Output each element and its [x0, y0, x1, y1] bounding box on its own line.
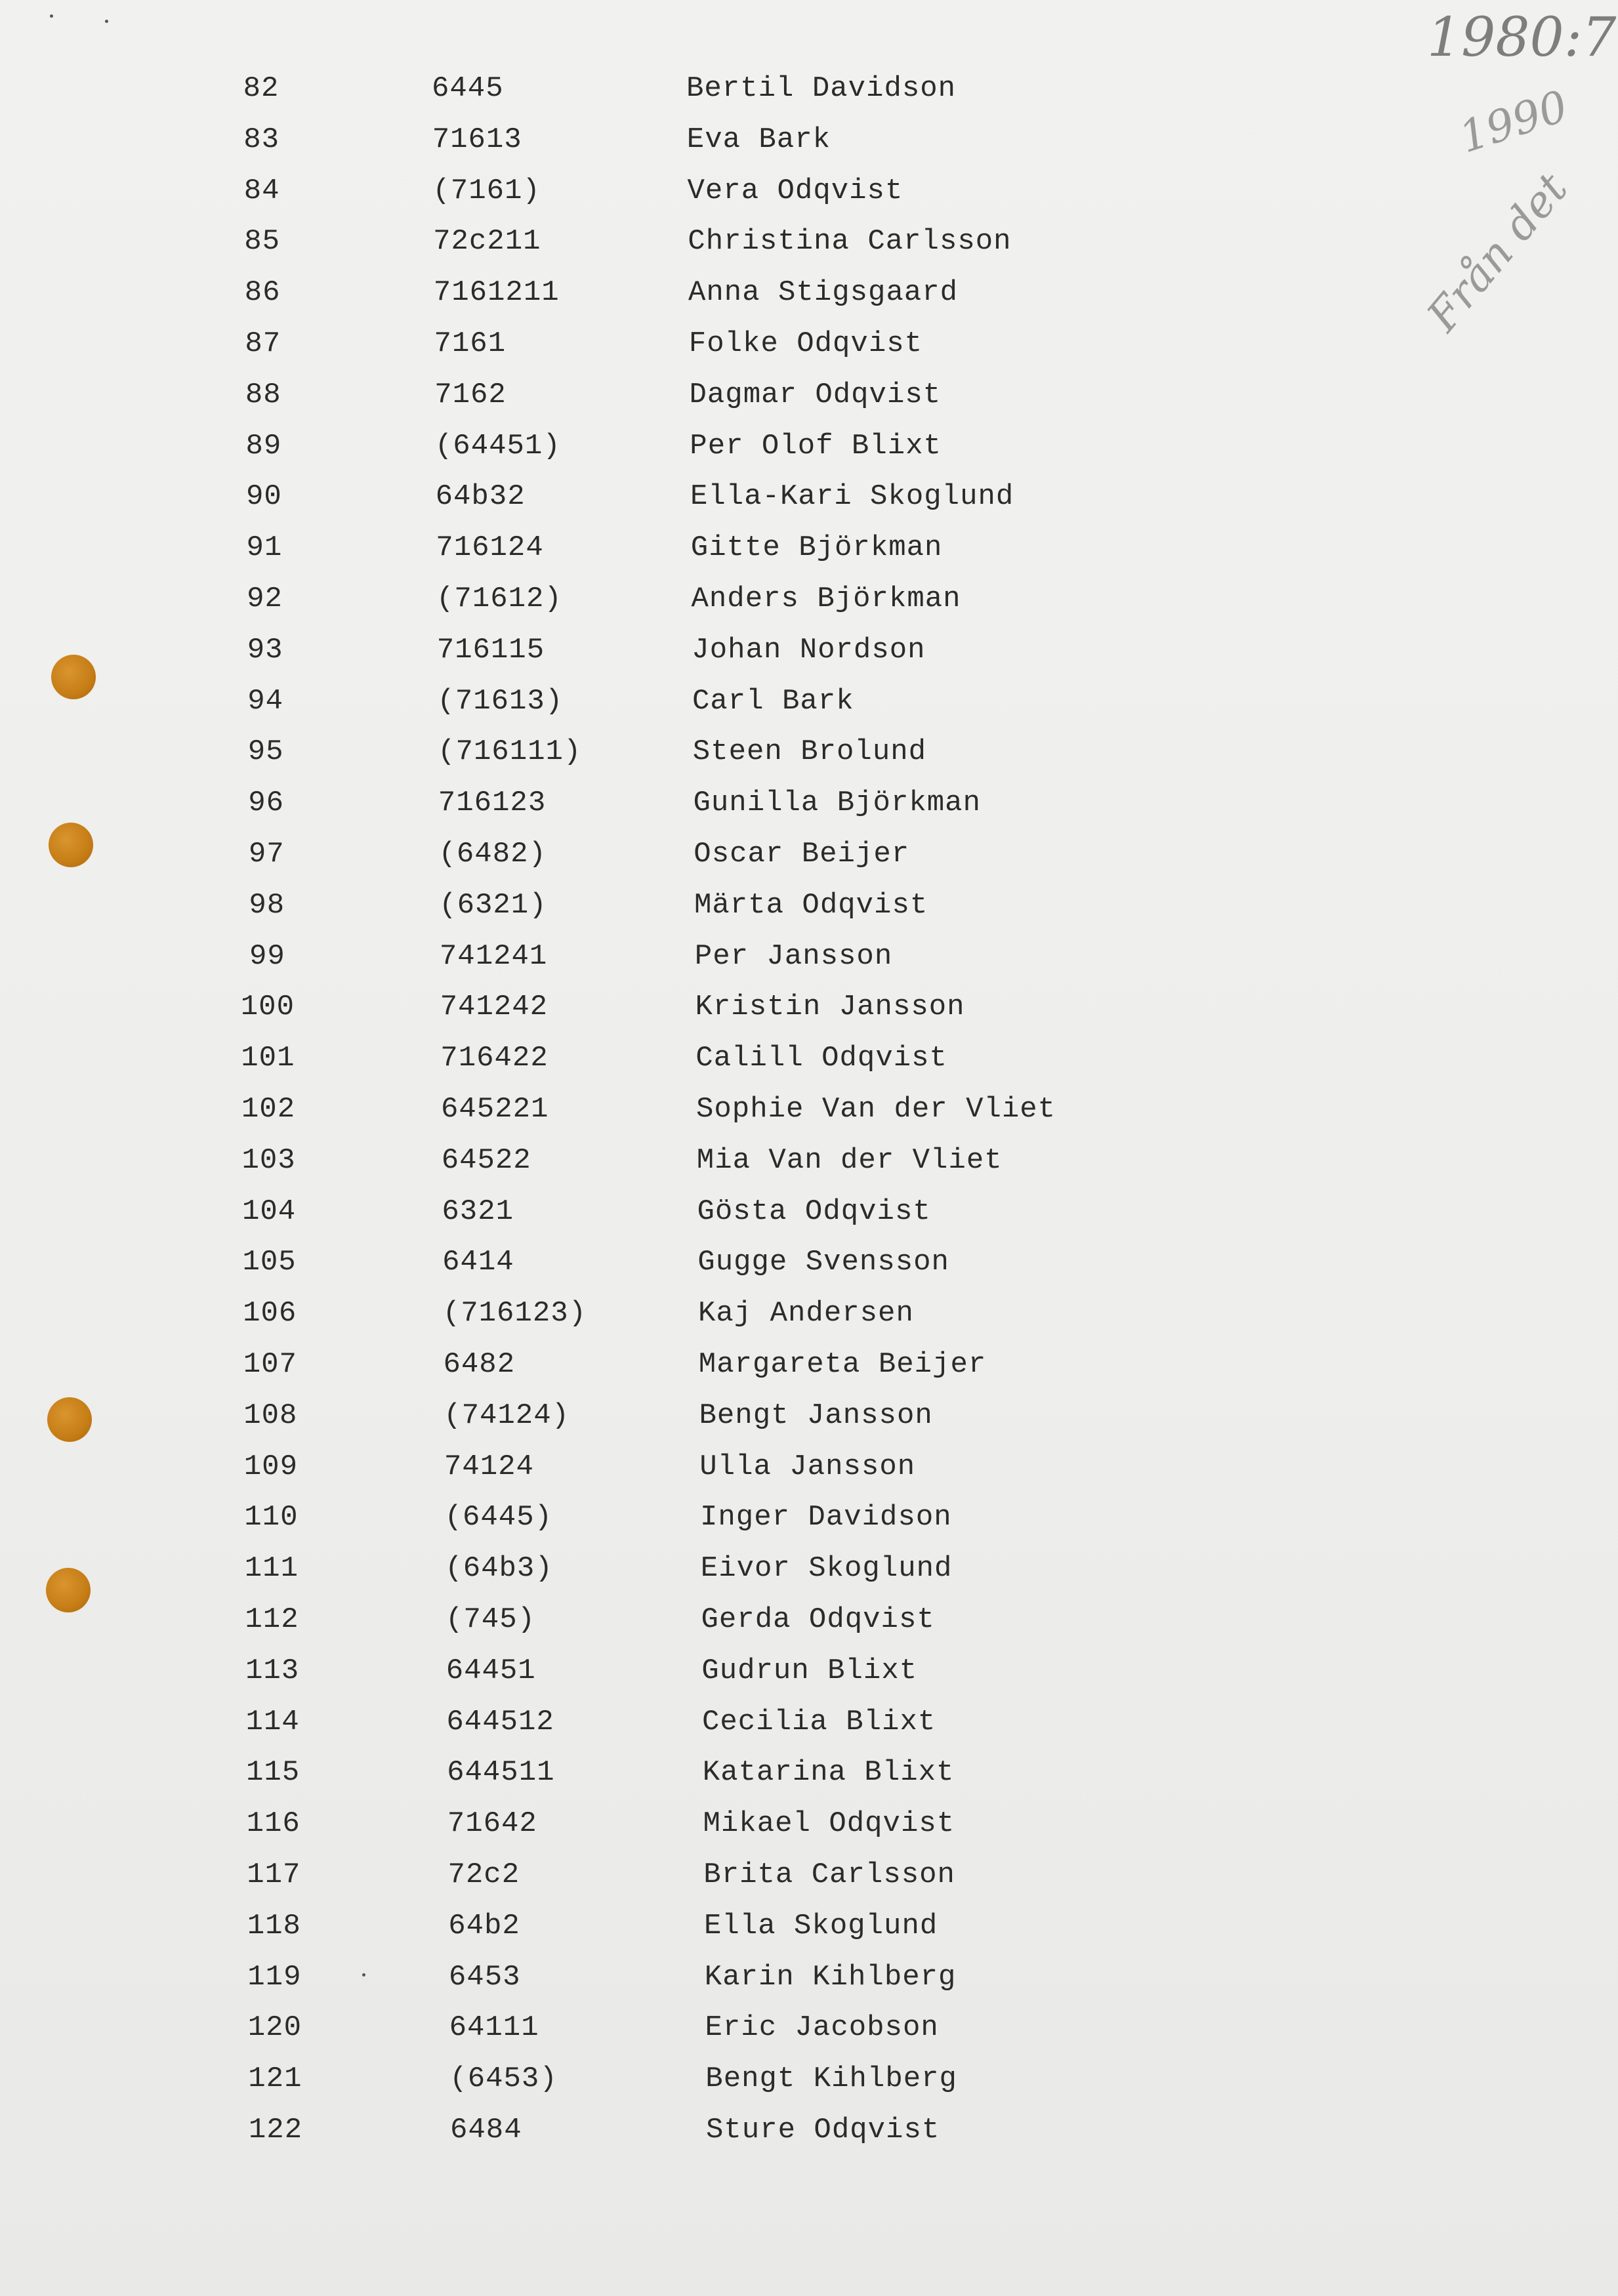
- table-row: [0, 1138, 1618, 1183]
- entry-number: 121: [248, 2062, 302, 2096]
- entry-code: (6482): [438, 838, 547, 871]
- entry-code: 716124: [436, 531, 544, 565]
- entry-name: Ulla Jansson: [699, 1450, 916, 1483]
- entry-number: 102: [241, 1093, 296, 1126]
- entry-code: (64b3): [445, 1552, 553, 1586]
- entry-number: 113: [245, 1654, 300, 1687]
- entry-number: 91: [246, 531, 283, 565]
- table-row: [0, 1494, 1618, 1540]
- table-row: [0, 1239, 1618, 1285]
- entry-number: 105: [242, 1246, 297, 1279]
- table-row: [0, 372, 1618, 418]
- table-row: [0, 2107, 1618, 2153]
- entry-code: 71613: [432, 123, 522, 156]
- table-row: [0, 1290, 1618, 1336]
- table-row: [0, 1086, 1618, 1132]
- entry-code: 6453: [448, 1960, 521, 1994]
- entry-code: 6445: [432, 72, 504, 105]
- entry-code: 64b32: [435, 480, 526, 514]
- entry-number: 109: [243, 1450, 298, 1483]
- table-row: [0, 627, 1618, 673]
- entry-number: 87: [245, 327, 281, 360]
- entry-number: 94: [247, 684, 283, 718]
- entry-name: Märta Odqvist: [694, 888, 928, 922]
- entry-name: Eivor Skoglund: [700, 1552, 953, 1586]
- entry-name: Bertil Davidson: [686, 72, 957, 105]
- entry-code: 6321: [442, 1195, 514, 1228]
- entry-code: (71612): [436, 583, 562, 615]
- entry-code: 72c2: [447, 1858, 520, 1891]
- entry-code: (716111): [438, 735, 582, 769]
- table-row: [0, 1546, 1618, 1591]
- table-row: [0, 1189, 1618, 1235]
- entry-number: 97: [248, 838, 285, 871]
- entry-number: 106: [243, 1297, 297, 1330]
- entry-number: 89: [245, 429, 282, 462]
- table-row: [0, 882, 1618, 928]
- entry-code: 7162: [434, 378, 507, 411]
- entry-number: 98: [249, 888, 285, 922]
- entry-name: Dagmar Odqvist: [689, 378, 942, 411]
- entry-code: (71613): [437, 684, 564, 718]
- entry-name: Per Jansson: [694, 939, 893, 973]
- entry-number: 101: [241, 1042, 295, 1075]
- entry-code: 716115: [436, 633, 545, 666]
- entry-name: Kristin Jansson: [695, 991, 965, 1024]
- entry-name: Mia Van der Vliet: [696, 1143, 1003, 1177]
- table-row: [0, 2005, 1618, 2051]
- entry-name: Calill Odqvist: [695, 1042, 947, 1075]
- table-row: [0, 218, 1618, 264]
- table-row: [0, 729, 1618, 775]
- table-row: [0, 1035, 1618, 1081]
- entry-number: 119: [247, 1960, 302, 1994]
- entry-number: 117: [247, 1858, 301, 1891]
- entry-name: Johan Nordson: [692, 633, 926, 666]
- entry-name: Oscar Beijer: [694, 838, 910, 871]
- entry-number: 103: [241, 1143, 296, 1177]
- entry-code: 7161: [434, 327, 507, 360]
- table-row: [0, 933, 1618, 979]
- entry-name: Bengt Jansson: [699, 1399, 933, 1432]
- table-row: [0, 2056, 1618, 2102]
- entry-number: 107: [243, 1348, 297, 1381]
- entry-name: Sture Odqvist: [706, 2114, 940, 2146]
- entry-number: 120: [247, 2011, 302, 2045]
- entry-name: Gudrun Blixt: [701, 1654, 918, 1687]
- entry-number: 92: [247, 583, 283, 615]
- handwritten-note: Från det: [1417, 163, 1578, 341]
- entry-name: Bengt Kihlberg: [705, 2062, 957, 2096]
- entry-code: (6453): [449, 2062, 558, 2096]
- table-row: [0, 1852, 1618, 1898]
- entry-code: 71642: [447, 1807, 537, 1841]
- entry-code: 716123: [438, 787, 547, 820]
- table-row: [0, 780, 1618, 826]
- handwritten-year: 1990: [1453, 81, 1574, 163]
- entry-code: 64522: [441, 1143, 531, 1177]
- entry-name: Christina Carlsson: [688, 225, 1012, 258]
- table-row: [0, 1648, 1618, 1694]
- table-row: [0, 1444, 1618, 1490]
- table-row: [0, 66, 1618, 112]
- table-row: [0, 168, 1618, 214]
- entry-name: Gerda Odqvist: [701, 1603, 935, 1636]
- entry-code: (745): [446, 1603, 536, 1636]
- entry-code: 644511: [447, 1756, 555, 1790]
- entry-number: 111: [244, 1552, 299, 1586]
- entry-name: Karin Kihlberg: [704, 1960, 957, 1994]
- entry-name: Gunilla Björkman: [693, 787, 981, 820]
- entry-name: Mikael Odqvist: [703, 1807, 955, 1841]
- entry-name: Sophie Van der Vliet: [696, 1093, 1056, 1126]
- table-row: [0, 1903, 1618, 1949]
- entry-code: 72c211: [433, 225, 541, 258]
- entry-name: Ella-Kari Skoglund: [690, 480, 1014, 514]
- entry-number: 82: [243, 72, 280, 105]
- entry-name: Eric Jacobson: [705, 2011, 939, 2045]
- entry-number: 100: [240, 991, 295, 1024]
- entry-number: 104: [241, 1195, 297, 1228]
- table-row: [0, 984, 1618, 1030]
- paper-speck: [50, 14, 53, 18]
- handwritten-reference: 1980:7: [1427, 7, 1617, 69]
- table-row: [0, 270, 1618, 316]
- table-row: [0, 1597, 1618, 1643]
- entry-number: 88: [245, 378, 281, 411]
- entry-name: Brita Carlsson: [703, 1858, 955, 1891]
- entry-name: Cecilia Blixt: [702, 1705, 936, 1738]
- entry-code: (64451): [434, 429, 561, 462]
- entry-number: 96: [248, 787, 285, 820]
- entry-name: Eva Bark: [686, 123, 831, 156]
- entry-number: 86: [244, 276, 281, 310]
- entry-name: Carl Bark: [692, 684, 854, 718]
- table-row: [0, 576, 1618, 622]
- table-row: [0, 1954, 1618, 2000]
- entry-code: 6414: [442, 1246, 514, 1279]
- entry-name: Gugge Svensson: [697, 1246, 949, 1279]
- entry-number: 112: [245, 1603, 299, 1636]
- entry-name: Katarina Blixt: [702, 1756, 955, 1790]
- entry-code: (716123): [442, 1297, 587, 1330]
- entry-code: (6321): [439, 888, 547, 922]
- entry-number: 85: [244, 225, 280, 258]
- entry-code: 741241: [439, 939, 548, 973]
- entry-name: Gösta Odqvist: [697, 1195, 931, 1228]
- entry-number: 83: [243, 123, 280, 156]
- entry-name: Ella Skoglund: [704, 1909, 938, 1942]
- entry-name: Anders Björkman: [691, 583, 961, 615]
- entry-name: Kaj Andersen: [698, 1297, 914, 1330]
- entry-code: 64111: [449, 2011, 539, 2045]
- entry-code: 6484: [450, 2114, 522, 2146]
- entry-number: 99: [249, 939, 285, 973]
- entry-name: Inger Davidson: [700, 1501, 952, 1534]
- entry-number: 95: [247, 735, 284, 769]
- table-row: [0, 321, 1618, 367]
- entry-code: 716422: [440, 1042, 549, 1075]
- paper-speck: [105, 20, 108, 23]
- table-row: [0, 1699, 1618, 1745]
- entry-number: 108: [243, 1399, 298, 1432]
- table-row: [0, 1393, 1618, 1439]
- entry-number: 118: [247, 1909, 301, 1942]
- entry-code: (7161): [432, 174, 541, 207]
- entry-code: 741242: [440, 991, 549, 1024]
- entry-name: Steen Brolund: [692, 735, 927, 769]
- entry-number: 84: [243, 174, 280, 207]
- table-row: [0, 1801, 1618, 1847]
- entry-number: 90: [245, 480, 282, 514]
- table-row: [0, 1750, 1618, 1795]
- entry-code: 645221: [441, 1093, 549, 1126]
- entry-number: 115: [245, 1756, 301, 1790]
- table-row: [0, 423, 1618, 469]
- table-row: [0, 525, 1618, 571]
- entry-code: 74124: [444, 1450, 534, 1483]
- entry-name: Folke Odqvist: [688, 327, 923, 360]
- table-row: [0, 1342, 1618, 1387]
- entry-code: (74124): [444, 1399, 570, 1432]
- entry-number: 116: [246, 1807, 301, 1841]
- table-row: [0, 117, 1618, 163]
- entry-code: 7161211: [433, 276, 560, 310]
- entry-number: 114: [245, 1705, 300, 1738]
- entry-name: Vera Odqvist: [687, 174, 903, 207]
- entry-code: 644512: [446, 1705, 554, 1738]
- entry-code: (6445): [444, 1501, 553, 1534]
- entry-code: 64b2: [448, 1909, 520, 1942]
- table-row: [0, 474, 1618, 520]
- entry-number: 93: [247, 633, 283, 666]
- table-row: [0, 678, 1618, 724]
- entry-name: Gitte Björkman: [690, 531, 943, 565]
- entry-name: Anna Stigsgaard: [688, 276, 959, 310]
- entry-name: Margareta Beijer: [698, 1348, 987, 1381]
- entry-code: 6482: [443, 1348, 516, 1381]
- entry-number: 110: [244, 1501, 299, 1534]
- entry-code: 64451: [446, 1654, 536, 1687]
- table-row: [0, 831, 1618, 877]
- entry-number: 122: [248, 2114, 303, 2146]
- entry-name: Per Olof Blixt: [690, 429, 942, 462]
